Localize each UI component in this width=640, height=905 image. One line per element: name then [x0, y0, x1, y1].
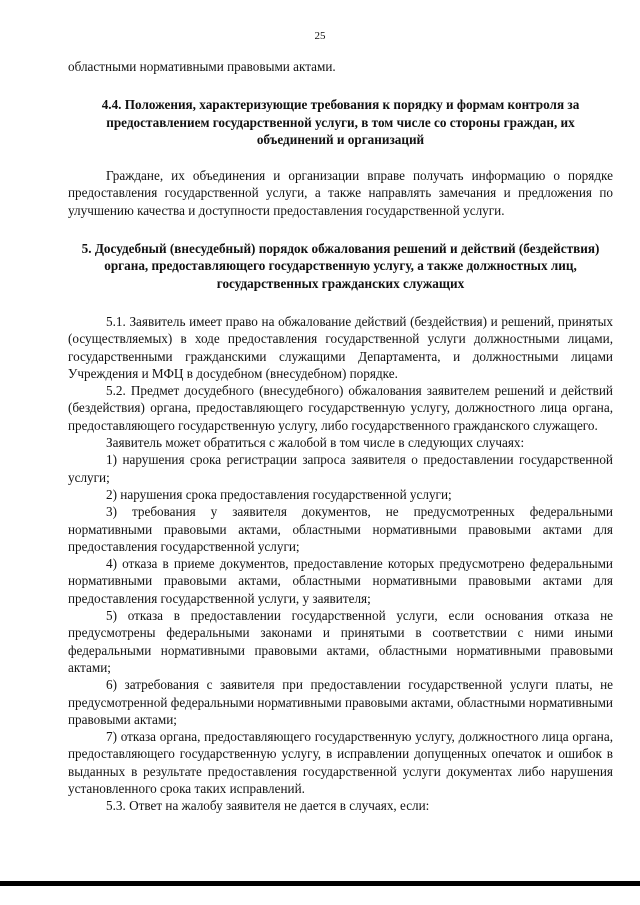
- case-5-item: 5) отказа в предоставлении государственной услуги, если основания отказа не предусмотрены федеральными законами и принятыми в соответствии с ними иными федеральными нормативными правовыми актами, областными нормативными правовыми актами;: [68, 608, 613, 675]
- section-5-heading: 5. Досудебный (внесудебный) порядок обжалования решений и действий (бездействия) органа, предоставляющего государственную услугу, а также должностных лиц, государственных гражданских служащих: [81, 241, 600, 291]
- bottom-scan-edge: [0, 881, 640, 886]
- case-3-item: 3) требования у заявителя документов, не предусмотренных федеральными нормативными правовыми актами, областными нормативными правовыми актами для предоставления государственной услуги;: [68, 504, 613, 554]
- clause-5-2-paragraph: 5.2. Предмет досудебного (внесудебного) обжалования заявителем решений и действий (бездействия) органа, предоставляющего государственную услугу, должностного лица органа, предоставляющего государственную услугу, либо государственного гражданского служащего.: [68, 383, 613, 433]
- case-7-item: 7) отказа органа, предоставляющего государственную услугу, должностного лица органа, предоставляющего государственную услугу, в исправлении допущенных опечаток и ошибок в выданных в результате предоставления государственной услуги документах либо нарушения установленного срока таких исправлений.: [68, 729, 613, 796]
- citizens-paragraph: Граждане, их объединения и организации вправе получать информацию о порядке предоставления государственной услуги, а также направлять замечания и предложения по улучшению качества и доступности предоставления государственной услуги.: [68, 168, 613, 218]
- case-2-item: 2) нарушения срока предоставления государственной услуги;: [106, 486, 452, 502]
- section-4-4-heading: 4.4. Положения, характеризующие требования к порядку и формам контроля за предоставлением государственной услуги, в том числе со стороны граждан, их объединений и организаций: [101, 97, 580, 147]
- cases-intro-paragraph: Заявитель может обратиться с жалобой в том числе в следующих случаях:: [106, 435, 525, 451]
- case-4-item: 4) отказа в приеме документов, предоставление которых предусмотрено федеральными нормативными правовыми актами, областными нормативными правовыми актами для предоставления государственной услуги, у заявителя;: [68, 556, 613, 606]
- page-number: 25: [314, 30, 326, 42]
- intro-paragraph: областными нормативными правовыми актами.: [68, 59, 336, 74]
- clause-5-3-paragraph: 5.3. Ответ на жалобу заявителя не дается в случаях, если:: [106, 798, 430, 814]
- page-content: [68, 58, 613, 815]
- case-1-item: 1) нарушения срока регистрации запроса заявителя о предоставлении государственной услуги;: [68, 452, 613, 485]
- clause-5-1-paragraph: 5.1. Заявитель имеет право на обжалование действий (бездействия) и решений, принятых (осуществляемых) в ходе предоставления государственной услуги должностными лицами, государственными гражданскими служащими Департамента, и должностными лицами Учреждения и МФЦ в досудебном (внесудебном) порядке.: [68, 313, 613, 381]
- case-6-item: 6) затребования с заявителя при предоставлении государственной услуги платы, не предусмотренной федеральными нормативными правовыми актами, областными нормативными правовыми актами;: [68, 677, 613, 727]
